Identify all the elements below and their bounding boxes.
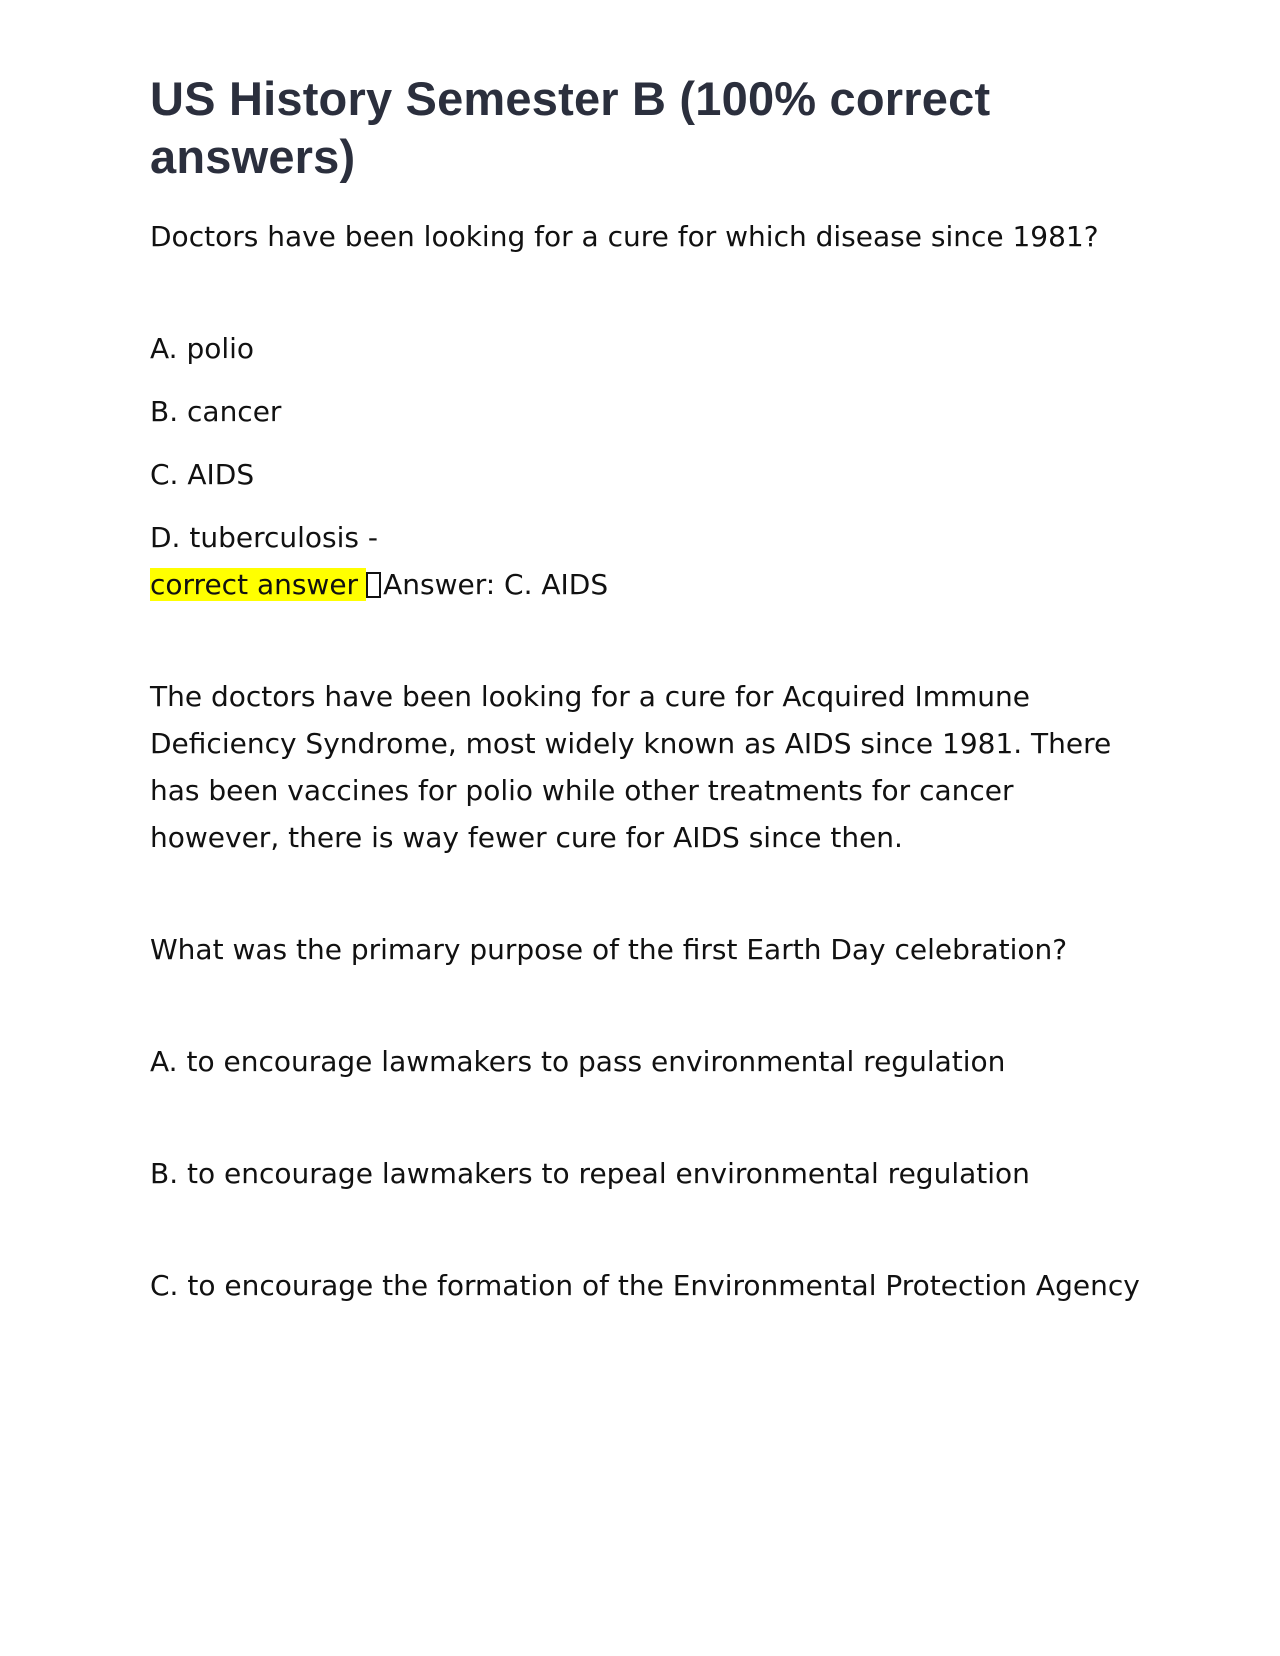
- question-1-option-d: D. tuberculosis -: [150, 521, 378, 554]
- question-1-option-b: B. cancer: [150, 395, 282, 428]
- question-1-answer: Answer: C. AIDS: [383, 568, 609, 601]
- question-2-option-b: B. to encourage lawmakers to repeal environmental regulation: [150, 1157, 1030, 1190]
- document-page: [150, 70, 1140, 1309]
- question-1-text: Doctors have been looking for a cure for which disease since 1981?: [150, 220, 1099, 253]
- missing-glyph-box-icon: [366, 572, 381, 598]
- question-1-explanation: The doctors have been looking for a cure for Acquired Immune Deficiency Syndrome, most widely known as AIDS since 1981. There has been vaccines for polio while other treatments for cancer however, there is way fewer cure for AIDS since then.: [150, 680, 1112, 854]
- question-1-option-a: A. polio: [150, 332, 255, 365]
- question-1-answer-line: [150, 561, 1140, 608]
- correct-answer-highlight: correct answer: [150, 568, 366, 601]
- question-2-option-c: C. to encourage the formation of the Environmental Protection Agency: [150, 1269, 1140, 1302]
- question-2-option-a: A. to encourage lawmakers to pass environmental regulation: [150, 1045, 1006, 1078]
- document-title: US History Semester B (100% correct answers): [150, 72, 991, 183]
- question-1-option-c: C. AIDS: [150, 458, 255, 491]
- question-2-text: What was the primary purpose of the first Earth Day celebration?: [150, 933, 1068, 966]
